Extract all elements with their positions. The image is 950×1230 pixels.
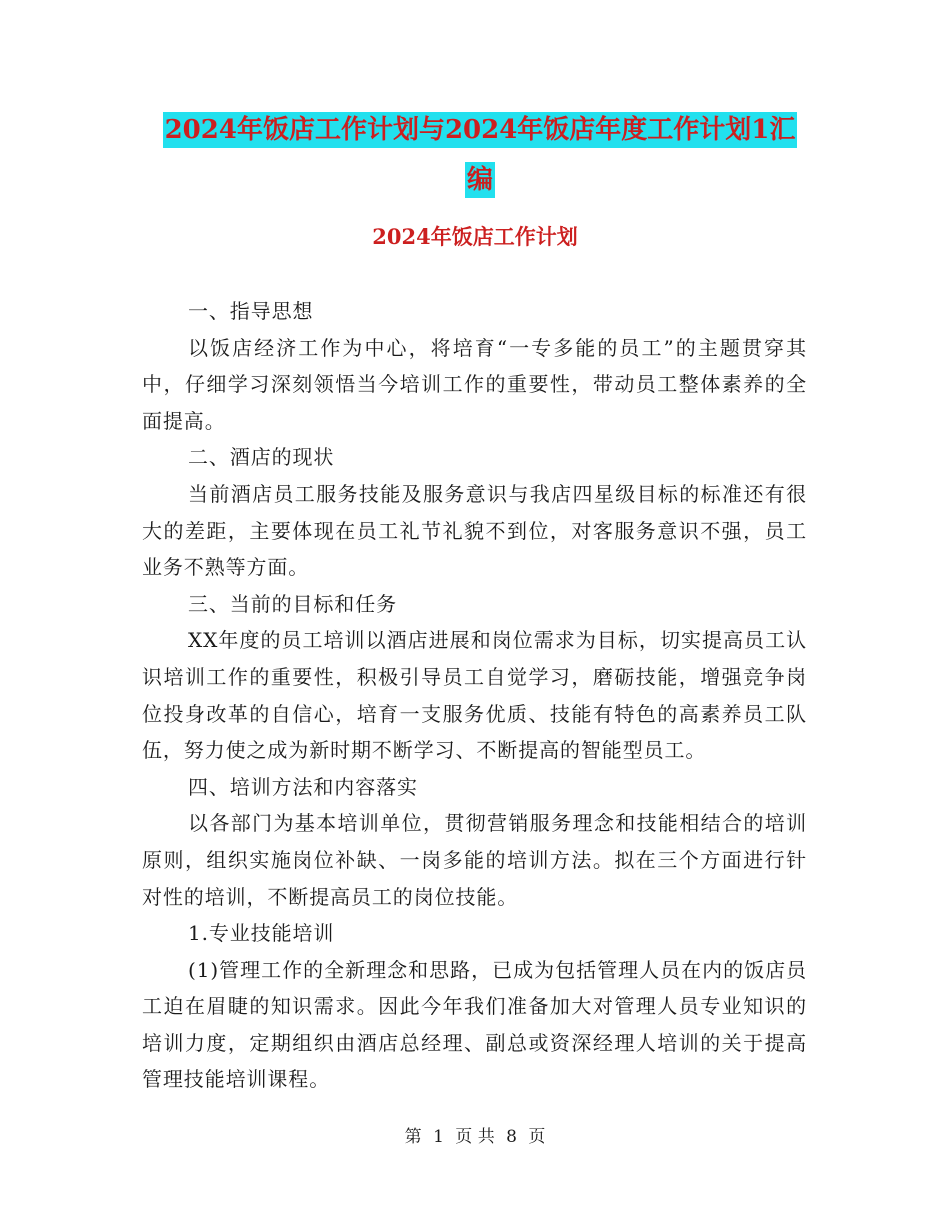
page-total: 8	[506, 1127, 517, 1147]
heading-goals-tasks: 三、当前的目标和任务	[188, 591, 397, 616]
heading-training-methods: 四、培训方法和内容落实	[188, 774, 418, 799]
body-text	[142, 293, 807, 1098]
heading-skills-training: 1.专业技能培训	[188, 921, 335, 946]
paragraph: 以各部门为基本培训单位，贯彻营销服务理念和技能相结合的培训原则，组织实施岗位补缺、一岗多能的培训方法。拟在三个方面进行针对性的培训，不断提高员工的岗位技能。	[142, 811, 807, 909]
heading-guiding-ideas: 一、指导思想	[188, 299, 314, 323]
paragraph: XX年度的员工培训以酒店进展和岗位需求为目标，切实提高员工认识培训工作的重要性，积极引导员工自觉学习，磨砺技能，增强竞争岗位投身改革的自信心，培育一支服务优质、技能有特色的高素养员工队伍，努力使之成为新时期不断学习、不断提高的智能型员工。	[142, 628, 807, 763]
footer-prefix: 第	[404, 1127, 422, 1147]
title-line-2: 编	[465, 162, 495, 198]
heading-current-status: 二、酒店的现状	[188, 445, 335, 470]
section-subtitle: 2024年饭店工作计划	[372, 224, 578, 249]
footer-suffix: 页	[528, 1127, 546, 1147]
page-footer	[0, 1124, 950, 1150]
title-line-1: 2024年饭店工作计划与2024年饭店年度工作计划1汇	[163, 112, 798, 148]
paragraph: 以饭店经济工作为中心，将培育“一专多能的员工”的主题贯穿其中，仔细学习深刻领悟当今培训工作的重要性，带动员工整体素养的全面提高。	[142, 335, 807, 433]
footer-middle: 页 共	[455, 1127, 495, 1147]
paragraph: (1)管理工作的全新理念和思路，已成为包括管理人员在内的饭店员工迫在眉睫的知识需求。因此今年我们准备加大对管理人员专业知识的培训力度，定期组织由酒店总经理、副总或资深经理人培训的关于提高管理技能培训课程。	[142, 957, 807, 1092]
paragraph: 当前酒店员工服务技能及服务意识与我店四星级目标的标准还有很大的差距，主要体现在员工礼节礼貌不到位，对客服务意识不强，员工业务不熟等方面。	[142, 481, 807, 580]
document-title	[140, 112, 820, 198]
page-number: 1	[433, 1127, 444, 1147]
